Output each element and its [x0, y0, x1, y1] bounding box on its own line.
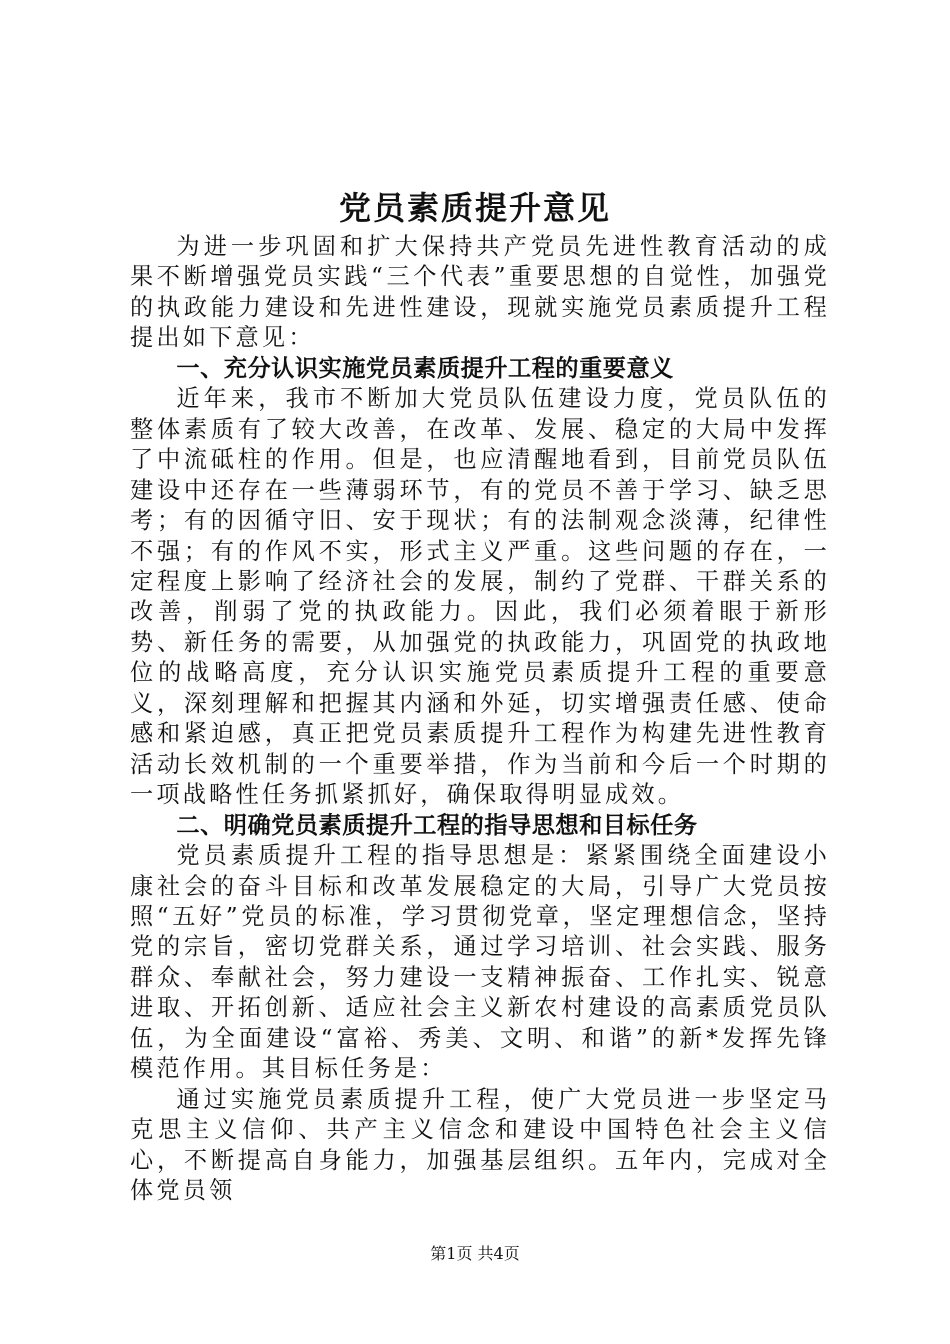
section-2-paragraph-2: 通过实施党员素质提升工程，使广大党员进一步坚定马克思主义信仰、共产主义信念和建设中国特色社会主义信心，不断提高自身能力，加强基层组织。五年内，完成对全体党员领 — [130, 1085, 830, 1205]
section-1-paragraph: 近年来，我市不断加大党员队伍建设力度，党员队伍的整体素质有了较大改善，在改革、发展、稳定的大局中发挥了中流砥柱的作用。但是，也应清醒地看到，目前党员队伍建设中还存在一些薄弱环节，有的党员不善于学习、缺乏思考；有的因循守旧、安于现状；有的法制观念淡薄，纪律性不强；有的作风不实，形式主义严重。这些问题的存在，一定程度上影响了经济社会的发展，制约了党群、干群关系的改善，削弱了党的执政能力。因此，我们必须着眼于新形势、新任务的需要，从加强党的执政能力，巩固党的执政地位的战略高度，充分认识实施党员素质提升工程的重要意义，深刻理解和把握其内涵和外延，切实增强责任感、使命感和紧迫感，真正把党员素质提升工程作为构建先进性教育活动长效机制的一个重要举措，作为当前和今后一个时期的一项战略性任务抓紧抓好，确保取得明显成效。 — [130, 385, 830, 809]
section-2-paragraph-1: 党员素质提升工程的指导思想是：紧紧围绕全面建设小康社会的奋斗目标和改革发展稳定的大局，引导广大党员按照“五好”党员的标准，学习贯彻党章，坚定理想信念，坚持党的宗旨，密切党群关系，通过学习培训、社会实践、服务群众、奉献社会，努力建设一支精神振奋、工作扎实、锐意进取、开拓创新、适应社会主义新农村建设的高素质党员队伍，为全面建设“富裕、秀美、文明、和谐”的新*发挥先锋模范作用。其目标任务是： — [130, 842, 830, 1083]
intro-paragraph: 为进一步巩固和扩大保持共产党员先进性教育活动的成果不断增强党员实践“三个代表”重要思想的自觉性，加强党的执政能力建设和先进性建设，现就实施党员素质提升工程提出如下意见： — [130, 233, 830, 352]
document-body — [130, 232, 830, 1207]
page-footer: 第1页 共4页 — [430, 1244, 520, 1263]
section-1-heading: 一、充分认识实施党员素质提升工程的重要意义 — [176, 354, 674, 382]
document-title: 党员素质提升意见 — [338, 189, 611, 227]
section-2-heading: 二、明确党员素质提升工程的指导思想和目标任务 — [176, 811, 698, 839]
